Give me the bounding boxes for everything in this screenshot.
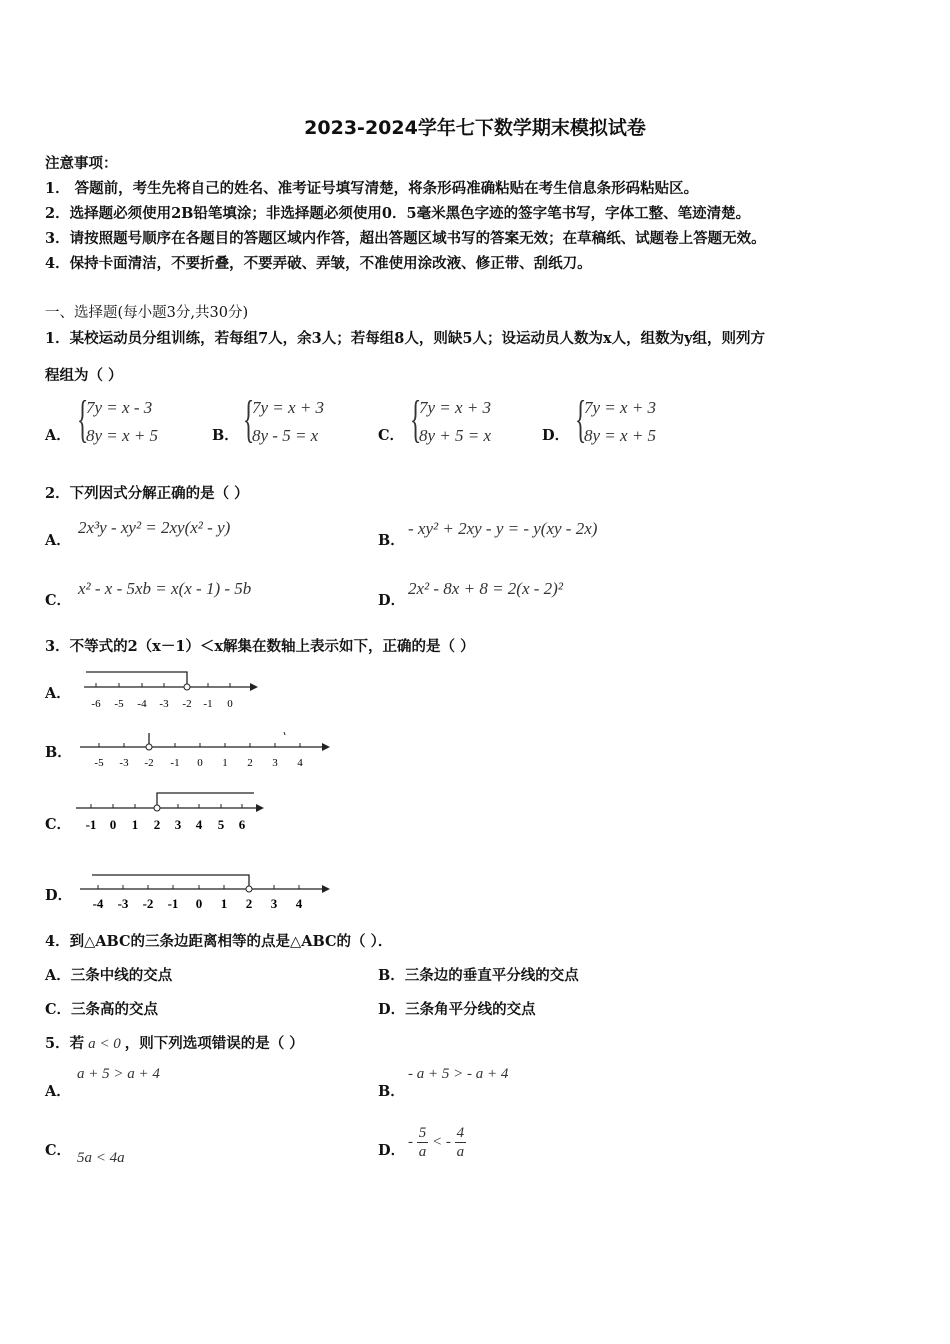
q3-option-a-numberline (80, 666, 260, 712)
q3-option-c-label[interactable]: C． (45, 816, 72, 833)
q4-option-b-text: 三条边的垂直平分线的交点 (404, 967, 579, 984)
tick-label: 5 (217, 817, 225, 832)
solution-ray (92, 875, 249, 886)
q5-stem-suffix: ，则下列选项错误的是（ ） (124, 1035, 304, 1052)
tick-label: 2 (153, 817, 161, 832)
q5-option-d-label[interactable]: D． (378, 1142, 406, 1159)
tick-label: -3 (119, 757, 129, 769)
q1-option-a-brace: { (77, 391, 89, 448)
tick-label: -1 (170, 757, 180, 769)
notice-item-3: 3．请按照题号顺序在各题目的答题区域内作答，超出答题区域书写的答案无效；在草稿纸、试题卷上答题无效。 (45, 230, 766, 247)
tick-label: -1 (167, 896, 179, 911)
q5-option-d-expr (408, 1124, 466, 1161)
tick-label: 0 (227, 698, 233, 710)
tick-label: -1 (203, 698, 213, 710)
axis-arrow (322, 743, 330, 751)
q3-option-a-label[interactable]: A． (45, 685, 71, 702)
q1-option-b-eq2: 8y - 5 = x (252, 426, 319, 445)
tick-label: 3 (272, 757, 278, 769)
tick-label: -2 (144, 757, 154, 769)
q3-option-b-label[interactable]: B． (45, 744, 72, 761)
tick-label: 2 (247, 757, 253, 769)
q3-stem: 3．不等式的2（x－1）＜x解集在数轴上表示如下，正确的是（ ） (45, 638, 475, 655)
q3-option-b-numberline (78, 728, 334, 772)
tick-label: 2 (245, 896, 253, 911)
q3-option-d-label[interactable]: D． (45, 887, 73, 904)
numerator: 4 (456, 1125, 465, 1141)
q5-option-a-expr: a + 5 > a + 4 (77, 1066, 160, 1082)
q1-option-a-eq1: 7y = x - 3 (86, 398, 153, 417)
q4-option-a-text: 三条中线的交点 (70, 967, 173, 984)
q5-stem (45, 1032, 304, 1053)
numerator: 5 (418, 1125, 427, 1141)
q4-option-d-label: D． (378, 1001, 406, 1018)
q4-option-a-label: A． (45, 967, 71, 984)
q4-option-d-text: 三条角平分线的交点 (405, 1001, 536, 1018)
tick-label: -4 (92, 896, 104, 911)
tick-label: 0 (109, 817, 117, 832)
denominator: a (456, 1144, 465, 1160)
tick-label: 0 (195, 896, 203, 911)
tick-label: -4 (137, 698, 147, 710)
tick-label: -1 (85, 817, 97, 832)
open-point (154, 805, 160, 811)
q5-option-b-label[interactable]: B． (378, 1083, 405, 1100)
q1-option-a-eq2: 8y = x + 5 (86, 426, 159, 445)
q1-option-d-brace: { (575, 391, 587, 448)
open-point (184, 684, 190, 690)
q1-option-d-label[interactable]: D． (542, 427, 570, 444)
tick-label: 4 (195, 817, 203, 832)
tick-label: 0 (197, 757, 203, 769)
q2-option-d-expr: 2x² - 8x + 8 = 2(x - 2)² (408, 579, 563, 598)
section-heading: 一、选择题(每小题3分,共30分) (45, 305, 249, 321)
q4-option-b[interactable] (378, 964, 579, 985)
q1-stem-line1: 1．某校运动员分组训练，若每组7人，余3人；若每组8人，则缺5人；设运动员人数为x人，组数为y组，则列方 (45, 330, 766, 347)
q5-option-d-mid: < - (432, 1133, 451, 1150)
tick-label: -3 (117, 896, 129, 911)
q2-stem: 2．下列因式分解正确的是（ ） (45, 485, 249, 502)
open-point (246, 886, 252, 892)
notice-item-1: 1． 答题前，考生先将自己的姓名、准考证号填写清楚，将条形码准确粘贴在考生信息条形码粘贴区。 (45, 180, 699, 197)
q1-option-b-eq1: 7y = x + 3 (252, 398, 325, 417)
tick-label: -6 (91, 698, 101, 710)
fraction (455, 1124, 467, 1161)
q1-option-c-brace: { (410, 391, 422, 448)
notice-item-4: 4．保持卡面清洁，不要折叠，不要弄破、弄皱，不准使用涂改液、修正带、刮纸刀。 (45, 255, 592, 272)
tick-label: -2 (182, 698, 192, 710)
tick-label: -5 (94, 757, 104, 769)
q4-option-b-label: B． (378, 967, 405, 984)
stray-mark (284, 732, 285, 735)
q3-option-d-numberline (78, 866, 334, 914)
q2-option-b-label[interactable]: B． (378, 532, 405, 549)
q5-option-a-label[interactable]: A． (45, 1083, 71, 1100)
q3-option-c-numberline (74, 788, 270, 836)
q1-option-b-brace: { (243, 391, 255, 448)
q1-stem-line2: 程组为（ ） (45, 367, 123, 384)
q1-option-d-eq1: 7y = x + 3 (584, 398, 657, 417)
axis-arrow (256, 804, 264, 812)
tick-label: -3 (159, 698, 169, 710)
tick-label: 1 (220, 896, 228, 911)
q5-condition: a < 0 (88, 1036, 121, 1052)
q5-option-b-expr: - a + 5 > - a + 4 (408, 1066, 509, 1082)
axis-arrow (250, 683, 258, 691)
q1-option-a-label[interactable]: A． (45, 427, 71, 444)
q1-option-c-eq2: 8y + 5 = x (419, 426, 492, 445)
open-point (146, 744, 152, 750)
q4-option-d[interactable] (378, 998, 536, 1019)
denominator: a (418, 1144, 427, 1160)
solution-ray (86, 672, 187, 684)
tick-label: -2 (142, 896, 154, 911)
tick-label: -5 (114, 698, 124, 710)
q4-option-c-label: C． (45, 1001, 72, 1018)
tick-label: 3 (270, 896, 278, 911)
tick-label: 3 (174, 817, 182, 832)
q2-option-b-expr: - xy² + 2xy - y = - y(xy - 2x) (408, 519, 598, 538)
tick-label: 4 (297, 757, 303, 769)
q2-option-a-label[interactable]: A． (45, 532, 71, 549)
q5-option-c-label[interactable]: C． (45, 1142, 72, 1159)
fraction (417, 1124, 429, 1161)
notice-item-2: 2．选择题必须使用2B铅笔填涂；非选择题必须使用0．5毫米黑色字迹的签字笔书写，字体工整、笔迹清楚。 (45, 205, 751, 222)
solution-ray (157, 793, 254, 805)
q1-option-c-label[interactable]: C． (378, 427, 405, 444)
tick-label: 1 (222, 757, 228, 769)
q1-option-c-eq1: 7y = x + 3 (419, 398, 492, 417)
q4-option-c-text: 三条高的交点 (71, 1001, 159, 1018)
tick-label: 1 (131, 817, 139, 832)
notice-heading: 注意事项： (45, 155, 118, 172)
q4-option-c[interactable] (45, 998, 158, 1019)
q5-stem-prefix: 5．若 (45, 1035, 85, 1052)
tick-label: 4 (295, 896, 303, 911)
q2-option-c-expr: x² - x - 5xb = x(x - 1) - 5b (78, 579, 252, 598)
q1-option-d-eq2: 8y = x + 5 (584, 426, 657, 445)
q5-option-d-prefix: - (408, 1133, 413, 1150)
q4-option-a[interactable] (45, 964, 172, 985)
q4-stem: 4．到△ABC的三条边距离相等的点是△ABC的（ ）． (45, 933, 393, 950)
q2-option-d-label[interactable]: D． (378, 592, 406, 609)
q1-option-b-label[interactable]: B． (212, 427, 239, 444)
q5-option-c-expr: 5a < 4a (77, 1150, 125, 1166)
q2-option-c-label[interactable]: C． (45, 592, 72, 609)
axis-arrow (322, 885, 330, 893)
page-title: 2023-2024学年七下数学期末模拟试卷 (304, 117, 646, 139)
q2-option-a-expr: 2x³y - xy² = 2xy(x² - y) (78, 518, 231, 537)
tick-label: 6 (238, 817, 246, 832)
